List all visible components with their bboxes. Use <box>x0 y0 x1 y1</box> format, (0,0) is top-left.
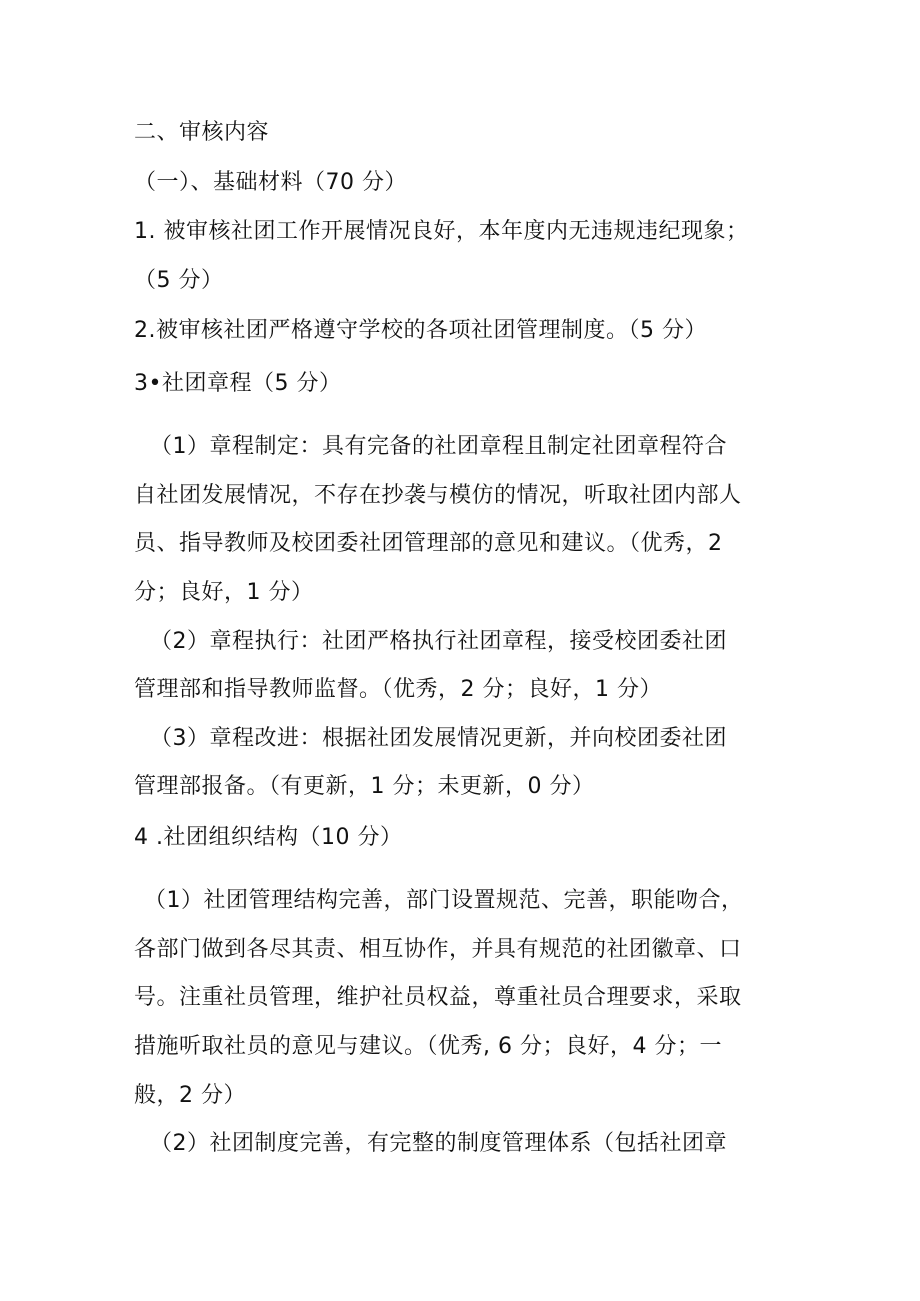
item3-sub2-line2: 管理部和指导教师监督。（优秀，2 分；良好，1 分） <box>134 677 662 702</box>
item1-line2: （5 分） <box>134 268 224 293</box>
item3-sub1-line4: 分；良好，1 分） <box>134 580 314 605</box>
subsection-heading: （一）、基础材料（70 分） <box>134 170 407 195</box>
item3-sub1-line1: （1）章程制定：具有完备的社团章程且制定社团章程符合 <box>150 434 727 459</box>
item2: 2.被审核社团严格遵守学校的各项社团管理制度。（5 分） <box>134 318 707 343</box>
item4-sub2-line1: （2）社团制度完善，有完整的制度管理体系（包括社团章 <box>150 1131 727 1156</box>
item4-sub1-line1: （1）社团管理结构完善，部门设置规范、完善，职能吻合， <box>144 888 744 913</box>
item3-sub1-line3: 员、指导教师及校团委社团管理部的意见和建议。（优秀，2 <box>134 531 723 556</box>
item4-sub1-line5: 般，2 分） <box>134 1083 246 1108</box>
item3-sub3-line2: 管理部报备。（有更新，1 分；未更新，0 分） <box>134 774 595 799</box>
item3-sub1-line2: 自社团发展情况，不存在抄袭与模仿的情况，听取社团内部人 <box>134 483 742 508</box>
item1-line1: 1. 被审核社团工作开展情况良好，本年度内无违规违纪现象； <box>134 219 749 244</box>
section-heading: 二、审核内容 <box>134 120 270 145</box>
item3-heading: 3•社团章程（5 分） <box>134 371 342 396</box>
item3-sub2-line1: （2）章程执行：社团严格执行社团章程，接受校团委社团 <box>150 629 727 654</box>
item4-heading: 4 .社团组织结构（10 分） <box>134 825 403 850</box>
item4-sub1-line2: 各部门做到各尽其责、相互协作，并具有规范的社团徽章、口 <box>134 937 742 962</box>
item4-sub1-line3: 号。注重社员管理，维护社员权益，尊重社员合理要求，采取 <box>134 985 742 1010</box>
item3-sub3-line1: （3）章程改进：根据社团发展情况更新，并向校团委社团 <box>150 726 727 751</box>
item4-sub1-line4: 措施听取社员的意见与建议。（优秀, 6 分；良好，4 分；一 <box>134 1034 722 1059</box>
